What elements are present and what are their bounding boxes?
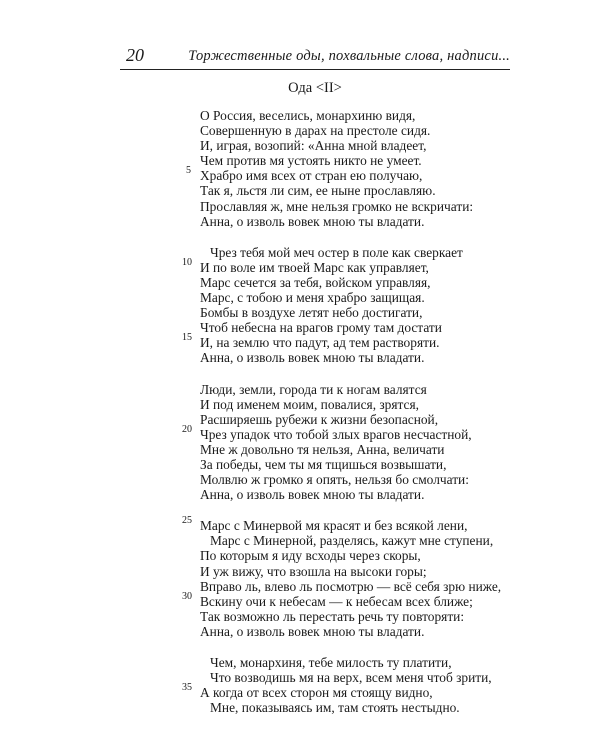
verse-text: О Россия, веселись, монархиню видя, — [200, 108, 416, 123]
verse-line — [186, 165, 530, 184]
verse-text: Марс с Минервой мя красят и без всякой лени, — [200, 518, 468, 534]
poem-body — [182, 108, 530, 731]
stanza — [182, 655, 530, 716]
verse-line — [200, 350, 530, 365]
verse-line — [200, 214, 530, 229]
verse-line — [182, 332, 530, 351]
verse-line — [200, 700, 530, 715]
verse-line — [200, 655, 530, 670]
verse-text: Храбро имя всех от стран ею получаю, — [200, 168, 423, 184]
verse-line — [200, 457, 530, 472]
verse-text: Чтоб небесна на врагов грому там достати — [200, 320, 442, 336]
line-number: 5 — [186, 165, 191, 177]
stanza — [182, 381, 530, 503]
verse-line — [182, 682, 530, 701]
verse-line — [200, 670, 530, 685]
page-number: 20 — [126, 45, 144, 65]
verse-line — [182, 515, 530, 534]
verse-text: И, на землю что падут, ад тем растворяти. — [200, 335, 440, 351]
verse-line — [200, 442, 530, 457]
verse-text: Бомбы в воздухе летят небо достигати, — [200, 305, 423, 321]
verse-line — [182, 590, 530, 609]
verse-line — [200, 548, 530, 563]
verse-text: Чрез упадок что тобой злых врагов несчастной, — [200, 426, 472, 442]
verse-text: Расширяешь рубежи к жизни безопасной, — [200, 411, 439, 427]
header-rule — [120, 69, 510, 70]
verse-text: Чем против мя устоять никто не умеет. — [200, 153, 422, 169]
verse-text: Марс с Минерной, разделясь, кажут мне ступени, — [210, 533, 494, 549]
verse-line — [200, 138, 530, 153]
verse-text: Молвлю ж громко я опять, нельзя бо смолчати: — [200, 472, 469, 488]
verse-line — [200, 533, 530, 548]
verse-line — [182, 256, 530, 275]
verse-line — [200, 609, 530, 624]
verse-text: Прославляя ж, мне нельзя громко не вскричати: — [200, 198, 474, 214]
verse-text: Так я, льстя ли сим, ее ныне прославляю. — [200, 183, 436, 199]
verse-text: Анна, о изволь вовек мною ты владати. — [200, 213, 425, 229]
verse-text: Марс, с тобою и меня храбро защищая. — [200, 290, 425, 306]
verse-line — [200, 382, 530, 397]
line-number: 20 — [182, 423, 192, 435]
verse-text: Анна, о изволь вовек мною ты владати. — [200, 487, 425, 503]
verse-text: Чем, монархиня, тебе милость ту платити, — [210, 655, 452, 670]
verse-text: Совершенную в дарах на престоле сидя. — [200, 123, 431, 139]
verse-line — [200, 487, 530, 502]
verse-text: Анна, о изволь вовек мною ты владати. — [200, 350, 425, 366]
verse-line — [200, 397, 530, 412]
verse-text: Чрез тебя мой меч остер в поле как сверкает — [210, 244, 463, 260]
verse-text: Что возводишь мя на верх, всем меня чтоб зрити, — [210, 670, 492, 686]
verse-line — [200, 275, 530, 290]
running-title: Торжественные оды, похвальные слова, надписи... — [188, 48, 510, 64]
verse-text: Мне ж довольно тя нельзя, Анна, величати — [200, 441, 445, 457]
poem-title: Ода <II> — [288, 80, 342, 96]
verse-line — [200, 320, 530, 335]
verse-text: Вправо ль, влево ль посмотрю — всё себя зрю ниже, — [200, 578, 502, 594]
stanza — [186, 108, 530, 229]
verse-line — [200, 412, 530, 427]
verse-line — [182, 423, 530, 442]
verse-line — [200, 108, 530, 123]
verse-text: За победы, чем ты мя тщишься возвышати, — [200, 456, 447, 472]
line-number: 10 — [182, 256, 192, 268]
verse-text: А когда от всех сторон мя стоящу видно, — [200, 685, 433, 701]
verse-text: И под именем моим, повалися, зрятся, — [200, 396, 419, 412]
verse-text: И уж вижу, что взошла на высоки горы; — [200, 563, 427, 579]
verse-text: По которым я иду всходы через скоры, — [200, 548, 421, 564]
verse-line — [200, 305, 530, 320]
verse-text: Мне, показываясь им, там стоять нестыдно. — [210, 700, 460, 716]
stanza — [182, 515, 530, 639]
line-number: 15 — [182, 332, 192, 344]
verse-text: Марс сечется за тебя, войском управляя, — [200, 274, 431, 290]
verse-text: И по воле им твоей Марс как управляет, — [200, 259, 429, 275]
verse-line — [200, 153, 530, 168]
line-number: 25 — [182, 515, 192, 527]
verse-line — [200, 564, 530, 579]
line-number: 30 — [182, 590, 192, 602]
verse-line — [200, 624, 530, 639]
verse-line — [200, 183, 530, 198]
verse-text: И, играя, возопий: «Анна мной владеет, — [200, 138, 427, 154]
verse-line — [200, 123, 530, 138]
verse-line — [200, 472, 530, 487]
verse-text: Вскину очи к небесам — к небесам всех ближе; — [200, 593, 473, 609]
verse-line — [200, 579, 530, 594]
verse-text: Люди, земли, города ти к ногам валятся — [200, 381, 427, 397]
verse-text: Так возможно ль перестать речь ту повторяти: — [200, 608, 465, 624]
running-head — [120, 44, 510, 68]
verse-line — [200, 199, 530, 214]
verse-line — [200, 290, 530, 305]
stanza — [182, 244, 530, 366]
line-number: 35 — [182, 682, 192, 694]
verse-line — [200, 245, 530, 260]
verse-text: Анна, о изволь вовек мною ты владати. — [200, 623, 425, 639]
